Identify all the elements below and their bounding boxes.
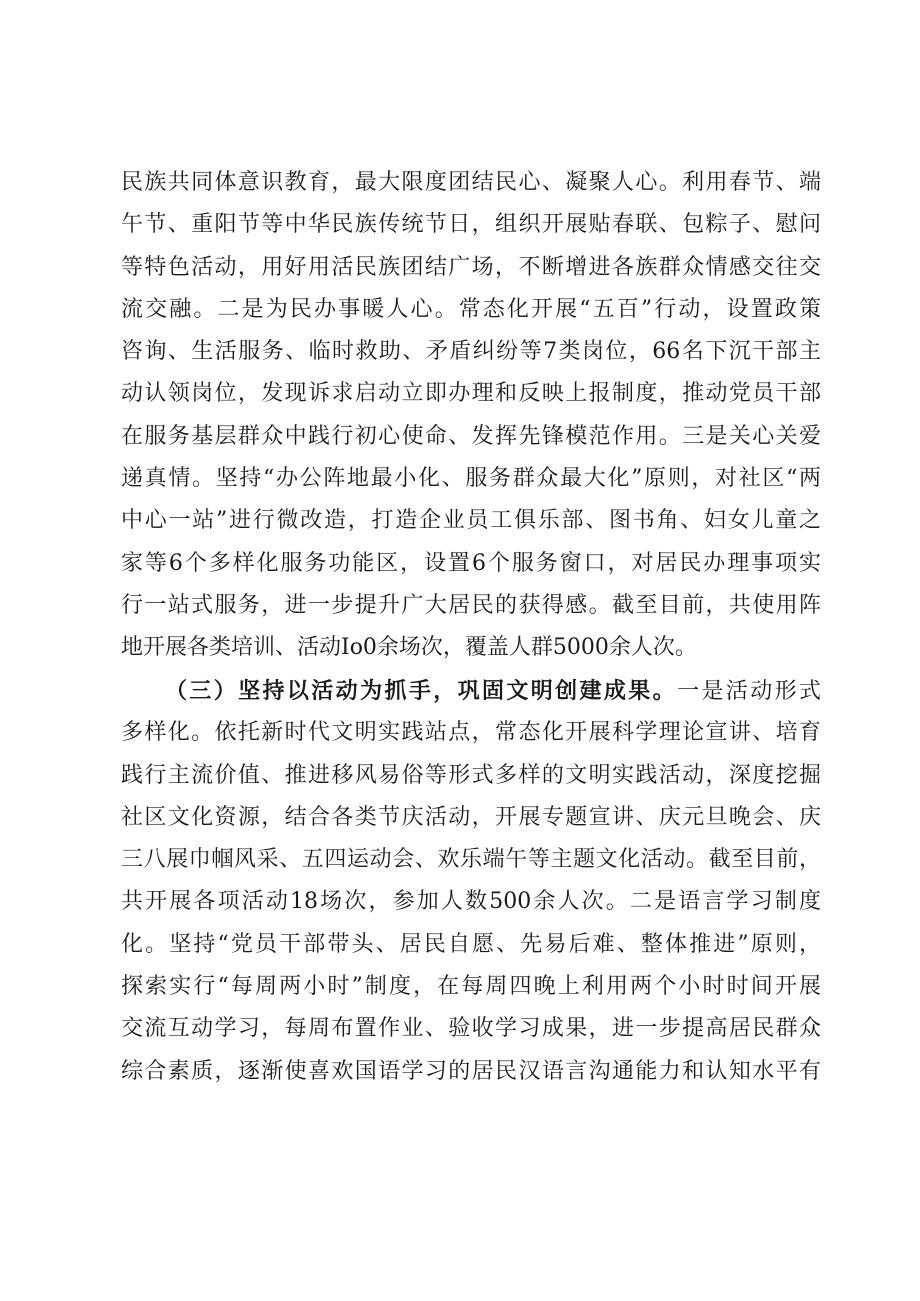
paragraph-line: 在服务基层群众中践行初心使命、发挥先锋模范作用。三是关心关爱 xyxy=(121,423,821,449)
section-heading: （三）坚持以活动为抓手，巩固文明创建成果。 xyxy=(165,678,678,704)
paragraph-line: 共开展各项活动18场次，参加人数500余人次。二是语言学习制度 xyxy=(121,889,821,915)
paragraph-line: 流交融。二是为民办事暖人心。常态化开展“五百”行动，设置政策 xyxy=(121,296,821,322)
paragraph-line: 家等6个多样化服务功能区，设置6个服务窗口，对居民办理事项实 xyxy=(121,550,821,576)
paragraph-1 xyxy=(121,162,821,670)
paragraph-line: 多样化。依托新时代文明实践站点，常态化开展科学理论宣讲、培育 xyxy=(121,720,821,746)
paragraph-line: 探索实行“每周两小时”制度，在每周四晚上利用两个小时时间开展 xyxy=(121,974,821,1000)
paragraph-line: 践行主流价值、推进移风易俗等形式多样的文明实践活动，深度挖掘 xyxy=(121,762,821,788)
paragraph-line: 交流互动学习，每周布置作业、验收学习成果，进一步提高居民群众 xyxy=(121,1016,821,1042)
paragraph-line: 中心一站”进行微改造，打造企业员工俱乐部、图书角、妇女儿童之 xyxy=(121,508,821,534)
paragraph-line: 午节、重阳节等中华民族传统节日，组织开展贴春联、包粽子、慰问 xyxy=(121,212,821,238)
paragraph-line: 民族共同体意识教育，最大限度团结民心、凝聚人心。利用春节、端 xyxy=(121,170,821,195)
paragraph-line: 咨询、生活服务、临时救助、矛盾纠纷等7类岗位，66名下沉干部主 xyxy=(121,339,821,365)
heading-line-rest: 一是活动形式 xyxy=(677,679,821,704)
section-heading-line xyxy=(121,670,821,712)
paragraph-line: 递真情。坚持“办公阵地最小化、服务群众最大化”原则，对社区“两 xyxy=(121,466,821,492)
paragraph-line: 行一站式服务，进一步提升广大居民的获得感。截至目前，共使用阵 xyxy=(121,592,821,618)
paragraph-line: 等特色活动，用好用活民族团结广场，不断增进各族群众情感交往交 xyxy=(121,254,821,280)
paragraph-line: 社区文化资源，结合各类节庆活动，开展专题宣讲、庆元旦晚会、庆 xyxy=(121,804,821,830)
paragraph-line: 化。坚持“党员干部带头、居民自愿、先易后难、整体推进”原则， xyxy=(121,931,821,957)
paragraph-line: 综合素质，逐渐使喜欢国语学习的居民汉语言沟通能力和认知水平有 xyxy=(121,1058,821,1084)
paragraph-line: 动认领岗位，发现诉求启动立即办理和反映上报制度，推动党员干部 xyxy=(121,381,821,407)
paragraph-2 xyxy=(121,670,821,1093)
paragraph-line: 三八展巾帼风采、五四运动会、欢乐端午等主题文化活动。截至目前， xyxy=(121,847,821,873)
paragraph-line: 地开展各类培训、活动Io0余场次，覆盖人群5000余人次。 xyxy=(121,635,697,661)
